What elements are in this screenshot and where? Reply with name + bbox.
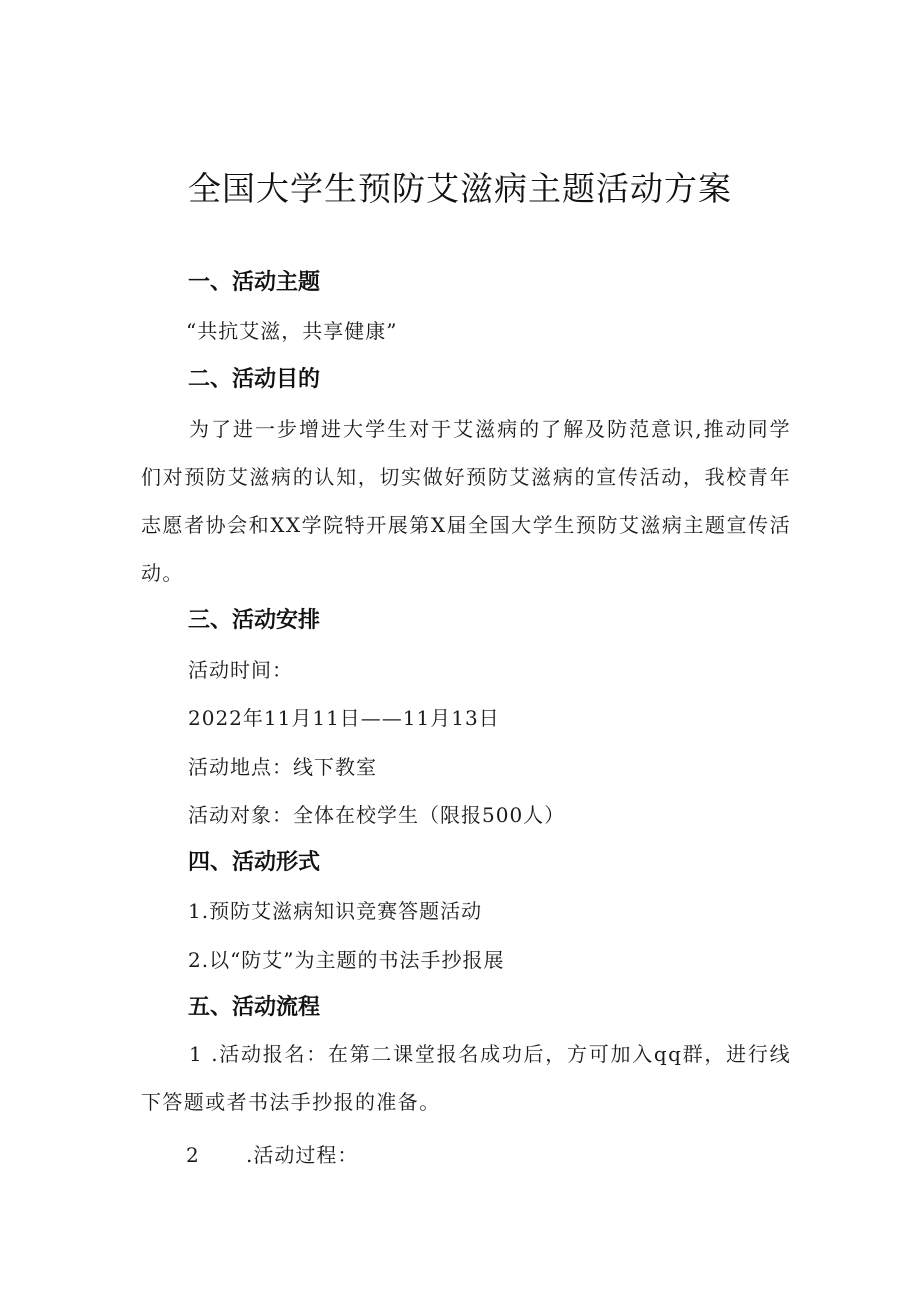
section-heading-purpose: 二、活动目的 bbox=[188, 367, 321, 392]
document-title: 全国大学生预防艾滋病主题活动方案 bbox=[188, 169, 732, 208]
activity-time-value: 2022年11月11日——11月13日 bbox=[188, 706, 500, 730]
theme-slogan: “共抗艾滋，共享健康” bbox=[186, 319, 398, 343]
process-step-2-label: .活动过程： bbox=[246, 1143, 359, 1167]
process-step-2-number: 2 bbox=[186, 1143, 199, 1167]
activity-audience: 活动对象：全体在校学生（限报500人） bbox=[188, 803, 566, 827]
format-item-2: 2.以“防艾”为主题的书法手抄报展 bbox=[188, 948, 505, 972]
section-heading-process: 五、活动流程 bbox=[188, 995, 321, 1020]
section-heading-arrangement: 三、活动安排 bbox=[188, 608, 321, 633]
purpose-paragraph: 为了进一步增进大学生对于艾滋病的了解及防范意识,推动同学们对预防艾滋病的认知，切实做好预防艾滋病的宣传活动，我校青年志愿者协会和XX学院特开展第X届全国大学生预防艾滋病主题宣传活动。 bbox=[141, 417, 791, 585]
process-step-1: 1 .活动报名：在第二课堂报名成功后，方可加入qq群，进行线下答题或者书法手抄报的准备。 bbox=[141, 1042, 791, 1114]
activity-location: 活动地点：线下教室 bbox=[188, 755, 377, 779]
section-heading-format: 四、活动形式 bbox=[188, 850, 321, 875]
format-item-1: 1.预防艾滋病知识竞赛答题活动 bbox=[188, 899, 483, 923]
activity-time-label: 活动时间： bbox=[188, 658, 293, 682]
section-heading-theme: 一、活动主题 bbox=[188, 270, 321, 295]
